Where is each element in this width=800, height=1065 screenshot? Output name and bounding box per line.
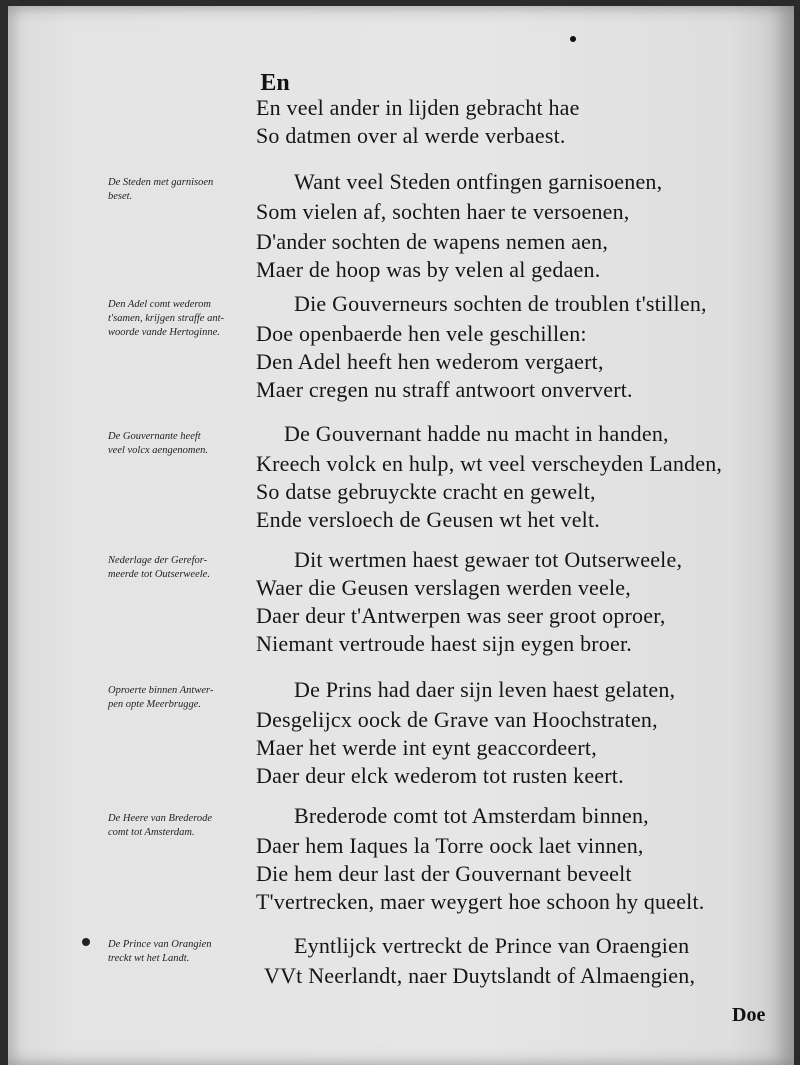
margin-note: Nederlage der Gerefor- meerde tot Outserweele. xyxy=(108,555,210,580)
verse-line: Eyntlijck vertreckt de Prince van Oraengien xyxy=(294,933,690,958)
verse-line: Ende versloech de Geusen wt het velt. xyxy=(256,507,601,532)
verse-line: So datmen over al werde verbaest. xyxy=(256,123,566,148)
verse-line: Dit wertmen haest gewaer tot Outserweele, xyxy=(294,547,683,572)
verse-line: Maer de hoop was by velen al gedaen. xyxy=(256,257,601,282)
verse-line: Doe openbaerde hen vele geschillen: xyxy=(256,321,587,346)
verse-line: En veel ander in lijden gebracht hae xyxy=(256,95,580,120)
verse-line: Den Adel heeft hen wederom vergaert, xyxy=(256,349,604,374)
margin-note: Den Adel comt wederom t'samen, krijgen straffe ant- woorde vande Hertoginne. xyxy=(108,299,224,338)
ink-speck xyxy=(82,938,90,946)
catchword: Doe xyxy=(732,1004,766,1026)
verse-line: T'vertrecken, maer weygert hoe schoon hy queelt. xyxy=(256,889,705,914)
verse-line: D'ander sochten de wapens nemen aen, xyxy=(256,229,609,254)
verse-line: Kreech volck en hulp, wt veel verscheyden Landen, xyxy=(256,451,723,476)
verse-line: Maer cregen nu straff antwoort onververt. xyxy=(256,377,633,402)
margin-note: Oproerte binnen Antwer- pen opte Meerbrugge. xyxy=(108,685,214,710)
margin-note: De Steden met garnisoen beset. xyxy=(108,177,214,202)
book-page xyxy=(8,6,794,1065)
margin-note: De Gouvernante heeft veel volcx aengenomen. xyxy=(108,431,208,456)
decorative-initial: En xyxy=(260,70,290,96)
margin-note: De Prince van Orangien treckt wt het Landt. xyxy=(108,939,212,964)
verse-line: Daer hem Iaques la Torre oock laet vinnen, xyxy=(256,833,644,858)
verse-line: Waer die Geusen verslagen werden veele, xyxy=(256,575,631,600)
verse-line: Brederode comt tot Amsterdam binnen, xyxy=(294,803,649,828)
verse-line: Niemant vertroude haest sijn eygen broer. xyxy=(256,631,632,656)
verse-line: VVt Neerlandt, naer Duytslandt of Almaengien, xyxy=(264,963,696,988)
verse-line: Want veel Steden ontfingen garnisoenen, xyxy=(294,169,663,194)
margin-note: De Heere van Brederode comt tot Amsterdam. xyxy=(108,813,213,838)
verse-line: Die hem deur last der Gouvernant beveelt xyxy=(256,861,632,886)
verse-line: Die Gouverneurs sochten de troublen t'stillen, xyxy=(294,291,707,316)
verse-line: So datse gebruyckte cracht en gewelt, xyxy=(256,479,596,504)
verse-line: Som vielen af, sochten haer te versoenen, xyxy=(256,199,630,224)
verse-line: De Prins had daer sijn leven haest gelaten, xyxy=(294,677,676,702)
verse-line: Daer deur elck wederom tot rusten keert. xyxy=(256,763,624,788)
verse-line: Daer deur t'Antwerpen was seer groot oproer, xyxy=(256,603,666,628)
verse-line: Desgelijcx oock de Grave van Hoochstraten, xyxy=(256,707,658,732)
ink-dot xyxy=(570,36,576,42)
verse-line: De Gouvernant hadde nu macht in handen, xyxy=(284,421,669,446)
verse-line: Maer het werde int eynt geaccordeert, xyxy=(256,735,597,760)
